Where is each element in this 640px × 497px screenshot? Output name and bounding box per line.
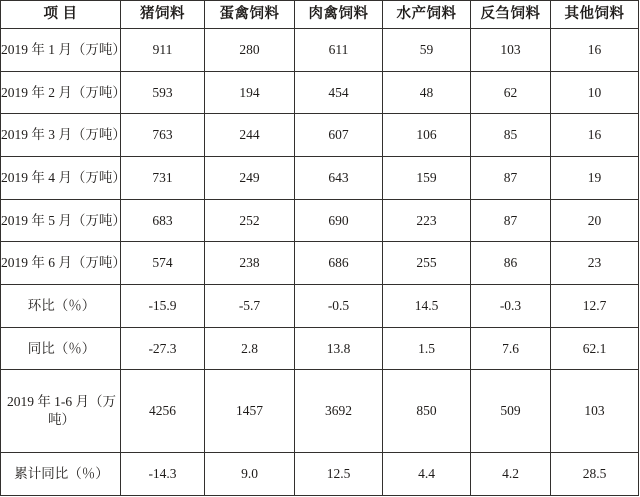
cell-aquatic-feed: 159 xyxy=(383,157,471,200)
row-label: 环比（％） xyxy=(1,284,121,327)
cell-pig-feed: -14.3 xyxy=(121,453,205,496)
cell-egg-poultry-feed: 280 xyxy=(205,29,295,72)
row-label: 2019 年 1-6 月（万吨） xyxy=(1,370,121,453)
table-row xyxy=(1,157,639,200)
row-label: 2019 年 5 月（万吨） xyxy=(1,199,121,242)
table-row xyxy=(1,199,639,242)
cell-other-feed: 19 xyxy=(551,157,639,200)
cell-aquatic-feed: 14.5 xyxy=(383,284,471,327)
cell-meat-poultry-feed: 607 xyxy=(295,114,383,157)
cell-meat-poultry-feed: -0.5 xyxy=(295,284,383,327)
cell-egg-poultry-feed: 194 xyxy=(205,71,295,114)
cell-aquatic-feed: 1.5 xyxy=(383,327,471,370)
table-row xyxy=(1,242,639,285)
cell-pig-feed: 731 xyxy=(121,157,205,200)
cell-egg-poultry-feed: -5.7 xyxy=(205,284,295,327)
row-label: 2019 年 6 月（万吨） xyxy=(1,242,121,285)
table-row xyxy=(1,327,639,370)
table-header-row xyxy=(1,1,639,29)
cell-other-feed: 20 xyxy=(551,199,639,242)
cell-ruminant-feed: 85 xyxy=(471,114,551,157)
cell-ruminant-feed: 103 xyxy=(471,29,551,72)
row-label: 累计同比（％） xyxy=(1,453,121,496)
cell-aquatic-feed: 106 xyxy=(383,114,471,157)
cell-pig-feed: 911 xyxy=(121,29,205,72)
cell-other-feed: 23 xyxy=(551,242,639,285)
cell-other-feed: 16 xyxy=(551,114,639,157)
cell-ruminant-feed: 4.2 xyxy=(471,453,551,496)
row-label: 2019 年 2 月（万吨） xyxy=(1,71,121,114)
row-label: 2019 年 4 月（万吨） xyxy=(1,157,121,200)
cell-pig-feed: -15.9 xyxy=(121,284,205,327)
cell-other-feed: 10 xyxy=(551,71,639,114)
cell-ruminant-feed: 62 xyxy=(471,71,551,114)
cell-meat-poultry-feed: 3692 xyxy=(295,370,383,453)
table-row xyxy=(1,284,639,327)
cell-pig-feed: 574 xyxy=(121,242,205,285)
column-header-item: 项 目 xyxy=(1,1,121,29)
cell-ruminant-feed: 509 xyxy=(471,370,551,453)
cell-ruminant-feed: -0.3 xyxy=(471,284,551,327)
cell-aquatic-feed: 4.4 xyxy=(383,453,471,496)
cell-pig-feed: 593 xyxy=(121,71,205,114)
table-row xyxy=(1,453,639,496)
cell-pig-feed: 683 xyxy=(121,199,205,242)
cell-egg-poultry-feed: 249 xyxy=(205,157,295,200)
cell-egg-poultry-feed: 2.8 xyxy=(205,327,295,370)
cell-pig-feed: 763 xyxy=(121,114,205,157)
cell-meat-poultry-feed: 12.5 xyxy=(295,453,383,496)
cell-egg-poultry-feed: 1457 xyxy=(205,370,295,453)
cell-egg-poultry-feed: 244 xyxy=(205,114,295,157)
row-label: 同比（％） xyxy=(1,327,121,370)
column-header-aquatic-feed: 水产饲料 xyxy=(383,1,471,29)
cell-meat-poultry-feed: 643 xyxy=(295,157,383,200)
cell-other-feed: 16 xyxy=(551,29,639,72)
cell-aquatic-feed: 850 xyxy=(383,370,471,453)
cell-pig-feed: 4256 xyxy=(121,370,205,453)
table-row xyxy=(1,29,639,72)
column-header-meat-poultry-feed: 肉禽饲料 xyxy=(295,1,383,29)
cell-meat-poultry-feed: 13.8 xyxy=(295,327,383,370)
cell-aquatic-feed: 223 xyxy=(383,199,471,242)
cell-other-feed: 62.1 xyxy=(551,327,639,370)
cell-meat-poultry-feed: 454 xyxy=(295,71,383,114)
cell-egg-poultry-feed: 252 xyxy=(205,199,295,242)
cell-ruminant-feed: 7.6 xyxy=(471,327,551,370)
cell-egg-poultry-feed: 9.0 xyxy=(205,453,295,496)
column-header-egg-poultry-feed: 蛋禽饲料 xyxy=(205,1,295,29)
cell-meat-poultry-feed: 686 xyxy=(295,242,383,285)
table-row xyxy=(1,71,639,114)
table-row xyxy=(1,114,639,157)
column-header-pig-feed: 猪饲料 xyxy=(121,1,205,29)
cell-aquatic-feed: 48 xyxy=(383,71,471,114)
cell-ruminant-feed: 87 xyxy=(471,199,551,242)
table-body xyxy=(1,29,639,496)
column-header-ruminant-feed: 反刍饲料 xyxy=(471,1,551,29)
cell-other-feed: 103 xyxy=(551,370,639,453)
cell-ruminant-feed: 86 xyxy=(471,242,551,285)
row-label: 2019 年 3 月（万吨） xyxy=(1,114,121,157)
cell-ruminant-feed: 87 xyxy=(471,157,551,200)
table-row xyxy=(1,370,639,453)
cell-meat-poultry-feed: 611 xyxy=(295,29,383,72)
cell-meat-poultry-feed: 690 xyxy=(295,199,383,242)
cell-other-feed: 12.7 xyxy=(551,284,639,327)
cell-pig-feed: -27.3 xyxy=(121,327,205,370)
cell-aquatic-feed: 255 xyxy=(383,242,471,285)
column-header-other-feed: 其他饲料 xyxy=(551,1,639,29)
cell-other-feed: 28.5 xyxy=(551,453,639,496)
cell-egg-poultry-feed: 238 xyxy=(205,242,295,285)
row-label: 2019 年 1 月（万吨） xyxy=(1,29,121,72)
cell-aquatic-feed: 59 xyxy=(383,29,471,72)
